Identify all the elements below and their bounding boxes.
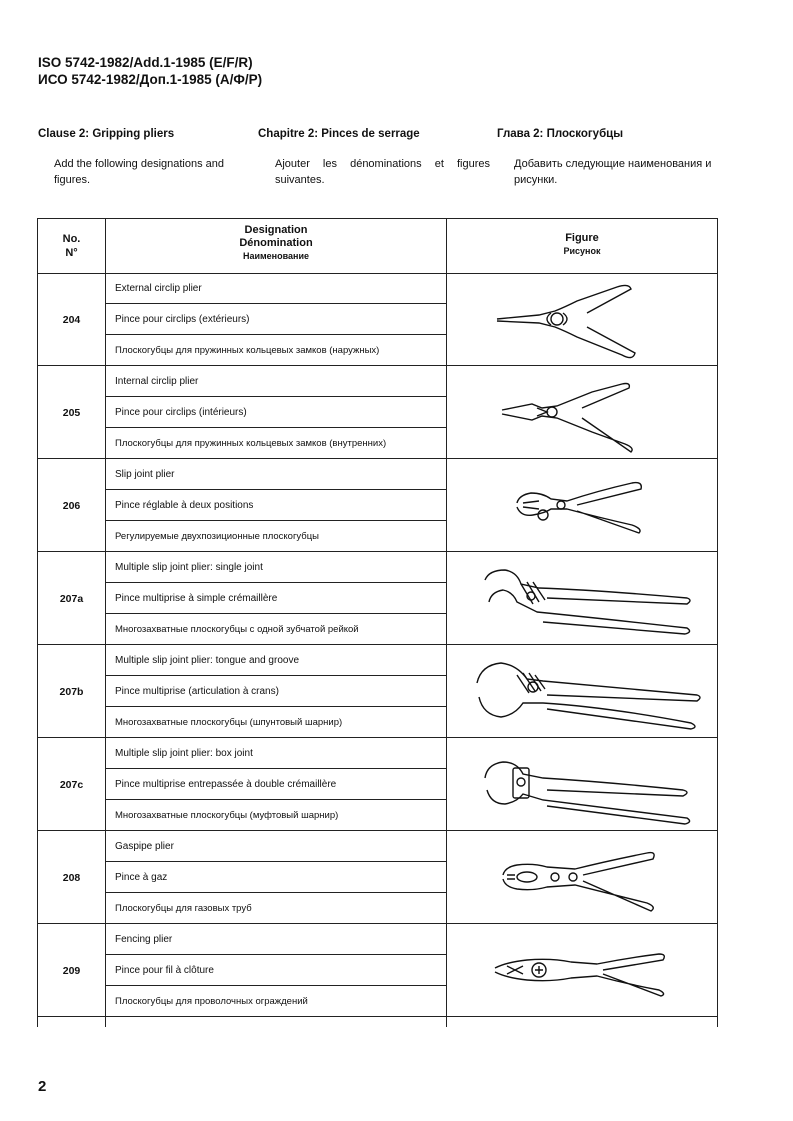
fencing-plier-icon	[447, 924, 717, 1017]
table-row	[38, 459, 717, 552]
designation-fr: Pince à gaz	[106, 862, 446, 893]
header-figure-en: Figure	[565, 232, 599, 244]
table-row	[38, 924, 717, 1017]
designation-ru: Многозахватные плоскогубцы с одной зубчатой рейкой	[115, 624, 359, 635]
designation-ru: Плоскогубцы для газовых труб	[115, 903, 252, 914]
designation-fr: Pince pour fil à clôture	[106, 955, 446, 986]
standard-id-line-2: ИСО 5742-1982/Доп.1-1985 (А/Ф/Р)	[38, 72, 263, 87]
designation-ru: Многозахватные плоскогубцы (муфтовый шарнир)	[115, 810, 339, 821]
header-no-en: No.	[62, 233, 81, 245]
designation-fr: Pince pour circlips (extérieurs)	[106, 304, 446, 335]
designation-fr: Pince multiprise entrepassée à double crémaillère	[106, 769, 446, 800]
designation-en: Multiple slip joint plier: tongue and groove	[106, 645, 446, 676]
designation-ru: Регулируемые двухпозиционные плоскогубцы	[115, 531, 319, 542]
table-row	[38, 738, 717, 831]
header-designation-fr: Dénomination	[239, 237, 313, 249]
single-joint-plier-icon	[447, 552, 717, 645]
clause-title-ru: Глава 2: Плоскогубцы	[497, 128, 624, 140]
tongue-groove-plier-icon	[447, 645, 717, 738]
designation-en: Multiple slip joint plier: box joint	[106, 738, 446, 769]
table-row	[38, 645, 717, 738]
header-designation-en: Designation	[244, 224, 308, 236]
designation-en: Gaspipe plier	[106, 831, 446, 862]
intro-text-en: Add the following designations and figures.	[54, 158, 225, 186]
header-figure	[447, 219, 717, 273]
designation-fr: Pince réglable à deux positions	[106, 490, 446, 521]
designation-en: Multiple slip joint plier: single joint	[106, 552, 446, 583]
intro-text-ru: Добавить следующие наименования и рисунки.	[514, 158, 712, 186]
clause-title-fr: Chapitre 2: Pinces de serrage	[258, 128, 420, 140]
designation-ru: Плоскогубцы для пружинных кольцевых замков (внутренних)	[115, 438, 387, 449]
row-number: 208	[62, 871, 81, 884]
external-circlip-plier-icon	[447, 273, 717, 366]
row-number: 209	[62, 964, 81, 977]
row-number: 204	[62, 313, 81, 326]
clause-title-en: Clause 2: Gripping pliers	[38, 128, 175, 140]
intro-text-fr: Ajouter les dénominations et figures suivantes.	[275, 158, 490, 186]
slip-joint-plier-icon	[447, 459, 717, 552]
row-designations	[106, 924, 446, 1017]
gaspipe-plier-icon	[447, 831, 717, 924]
row-number: 207c	[59, 778, 84, 791]
header-number	[38, 219, 105, 273]
row-number: 207a	[59, 592, 84, 605]
row-number: 207b	[59, 685, 84, 698]
designation-en: Fencing plier	[106, 924, 446, 955]
standard-id-line-1: ISO 5742-1982/Add.1-1985 (E/F/R)	[38, 55, 253, 70]
table-header-row	[38, 219, 717, 274]
row-designations	[106, 831, 446, 924]
designation-ru: Многозахватные плоскогубцы (шпунтовый шарнир)	[115, 717, 343, 728]
designation-ru: Плоскогубцы для проволочных ограждений	[115, 996, 308, 1007]
row-number: 206	[62, 499, 81, 512]
row-designations	[106, 738, 446, 831]
header-designation	[106, 219, 446, 273]
row-designations	[106, 552, 446, 645]
page-number: 2	[38, 1078, 47, 1095]
designations-table	[37, 218, 718, 1027]
table-row	[38, 831, 717, 924]
box-joint-plier-icon	[447, 738, 717, 831]
row-designations	[106, 366, 446, 459]
designation-en: External circlip plier	[106, 273, 446, 304]
row-designations	[106, 273, 446, 366]
row-designations	[106, 459, 446, 552]
row-designations	[106, 645, 446, 738]
table-row	[38, 273, 717, 366]
designation-fr: Pince pour circlips (intérieurs)	[106, 397, 446, 428]
table-row	[38, 366, 717, 459]
header-designation-ru: Наименование	[242, 251, 310, 261]
designation-fr: Pince multiprise (articulation à crans)	[106, 676, 446, 707]
row-number: 205	[62, 406, 81, 419]
designation-en: Slip joint plier	[106, 459, 446, 490]
designation-fr: Pince multiprise à simple crémaillère	[106, 583, 446, 614]
table-row	[38, 552, 717, 645]
designation-ru: Плоскогубцы для пружинных кольцевых замков (наружных)	[115, 345, 380, 356]
header-figure-ru: Рисунок	[563, 246, 601, 256]
designation-en: Internal circlip plier	[106, 366, 446, 397]
internal-circlip-plier-icon	[447, 366, 717, 459]
header-no-fr: N°	[65, 247, 78, 259]
